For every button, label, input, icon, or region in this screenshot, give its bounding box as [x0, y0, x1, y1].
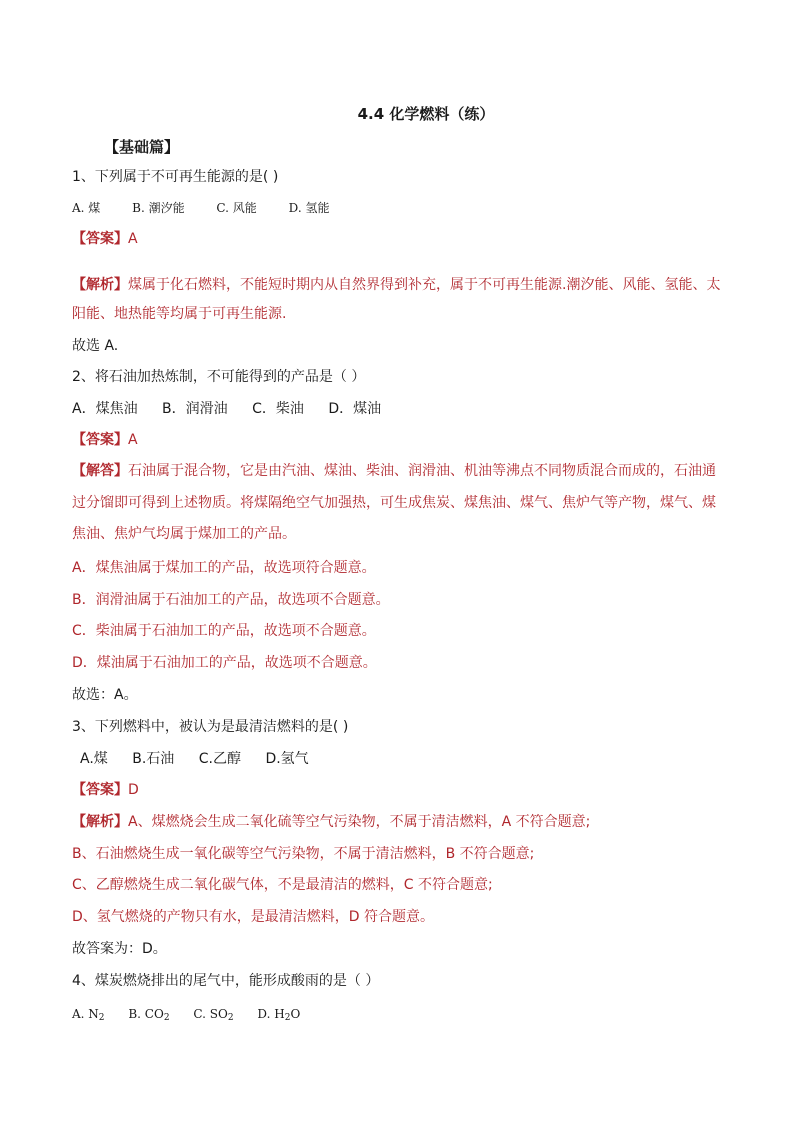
analysis-3-point-b: B、石油燃烧生成一氧化碳等空气污染物，不属于清洁燃料，B 不符合题意;	[72, 846, 535, 862]
question-2-options	[72, 399, 401, 419]
option-d: D.氢气	[265, 751, 309, 767]
option-c: C. $SO_2$	[193, 1007, 234, 1023]
analysis-1-line-2: 阳能、地热能等均属于可再生能源.	[72, 306, 287, 322]
answer-2	[72, 430, 138, 450]
analysis-2-point-a: A．煤焦油属于煤加工的产品，故选项符合题意。	[72, 560, 376, 576]
analysis-tag: 【解答】	[72, 463, 128, 479]
option-a: A. $N_2$	[72, 1007, 105, 1023]
option-b: B. $CO_2$	[128, 1007, 170, 1023]
option-c: C. 风能	[216, 201, 257, 215]
answer-1	[72, 229, 138, 249]
option-a: A.煤	[80, 751, 108, 767]
analysis-2-point-b: B．润滑油属于石油加工的产品，故选项不合题意。	[72, 592, 390, 608]
analysis-text: 石油属于混合物，它是由汽油、煤油、柴油、润滑油、机油等沸点不同物质混合而成的，石油通	[128, 463, 716, 479]
analysis-2-point-c: C．柴油属于石油加工的产品，故选项不合题意。	[72, 623, 376, 639]
analysis-2-line-2: 过分馏即可得到上述物质。将煤隔绝空气加强热，可生成焦炭、煤焦油、煤气、焦炉气等产物，煤气、煤	[72, 495, 716, 511]
option-c: C.乙醇	[198, 751, 241, 767]
answer-value: A	[128, 432, 138, 448]
analysis-2-line-3: 焦油、焦炉气均属于煤加工的产品。	[72, 526, 296, 542]
question-4: 4、煤炭燃烧排出的尾气中，能形成酸雨的是（ ）	[72, 973, 380, 989]
analysis-2-point-d: D．煤油属于石油加工的产品，故选项不合题意。	[72, 655, 377, 671]
question-1: 1、下列属于不可再生能源的是( )	[72, 169, 279, 185]
option-b: B.石油	[132, 751, 175, 767]
question-3: 3、下列燃料中，被认为是最清洁燃料的是( )	[72, 719, 349, 735]
answer-3	[72, 780, 139, 800]
analysis-1-line-1	[72, 275, 720, 295]
option-b: B. 潮汐能	[132, 201, 185, 215]
conclusion-3: 故答案为：D。	[72, 941, 167, 957]
question-4-options	[72, 1004, 320, 1028]
analysis-3-point-d: D、氢气燃烧的产物只有水，是最清洁燃料，D 符合题意。	[72, 909, 435, 925]
answer-tag: 【答案】	[72, 432, 128, 448]
question-3-options	[80, 749, 329, 769]
option-a: A．煤焦油	[72, 401, 138, 417]
analysis-3-line-1	[72, 812, 590, 832]
option-d: D．煤油	[328, 401, 382, 417]
option-c: C．柴油	[252, 401, 304, 417]
option-a: A. 煤	[72, 201, 101, 215]
option-d: D. $H_2O$	[257, 1007, 301, 1023]
analysis-3-point-c: C、乙醇燃烧生成二氧化碳气体，不是最清洁的燃料，C 不符合题意;	[72, 877, 493, 893]
analysis-tag: 【解析】	[72, 277, 128, 293]
answer-value: D	[128, 782, 139, 798]
question-1-options	[72, 198, 357, 218]
section-heading: 【基础篇】	[104, 138, 180, 156]
analysis-2-line-1	[72, 461, 716, 481]
question-2: 2、将石油加热炼制，不可能得到的产品是（ ）	[72, 369, 366, 385]
analysis-text: 煤属于化石燃料，不能短时期内从自然界得到补充，属于不可再生能源.潮汐能、风能、氢能、太	[128, 277, 721, 293]
option-b: B．润滑油	[162, 401, 228, 417]
option-d: D. 氢能	[288, 201, 330, 215]
conclusion-1: 故选 A.	[72, 338, 119, 354]
conclusion-2: 故选：A。	[72, 687, 138, 703]
answer-tag: 【答案】	[72, 782, 128, 798]
analysis-tag: 【解析】	[72, 814, 128, 830]
answer-tag: 【答案】	[72, 231, 128, 247]
page-title: 4.4 化学燃料（练）	[357, 105, 495, 123]
answer-value: A	[128, 231, 138, 247]
analysis-text: A、煤燃烧会生成二氧化硫等空气污染物，不属于清洁燃料，A 不符合题意;	[128, 814, 591, 830]
